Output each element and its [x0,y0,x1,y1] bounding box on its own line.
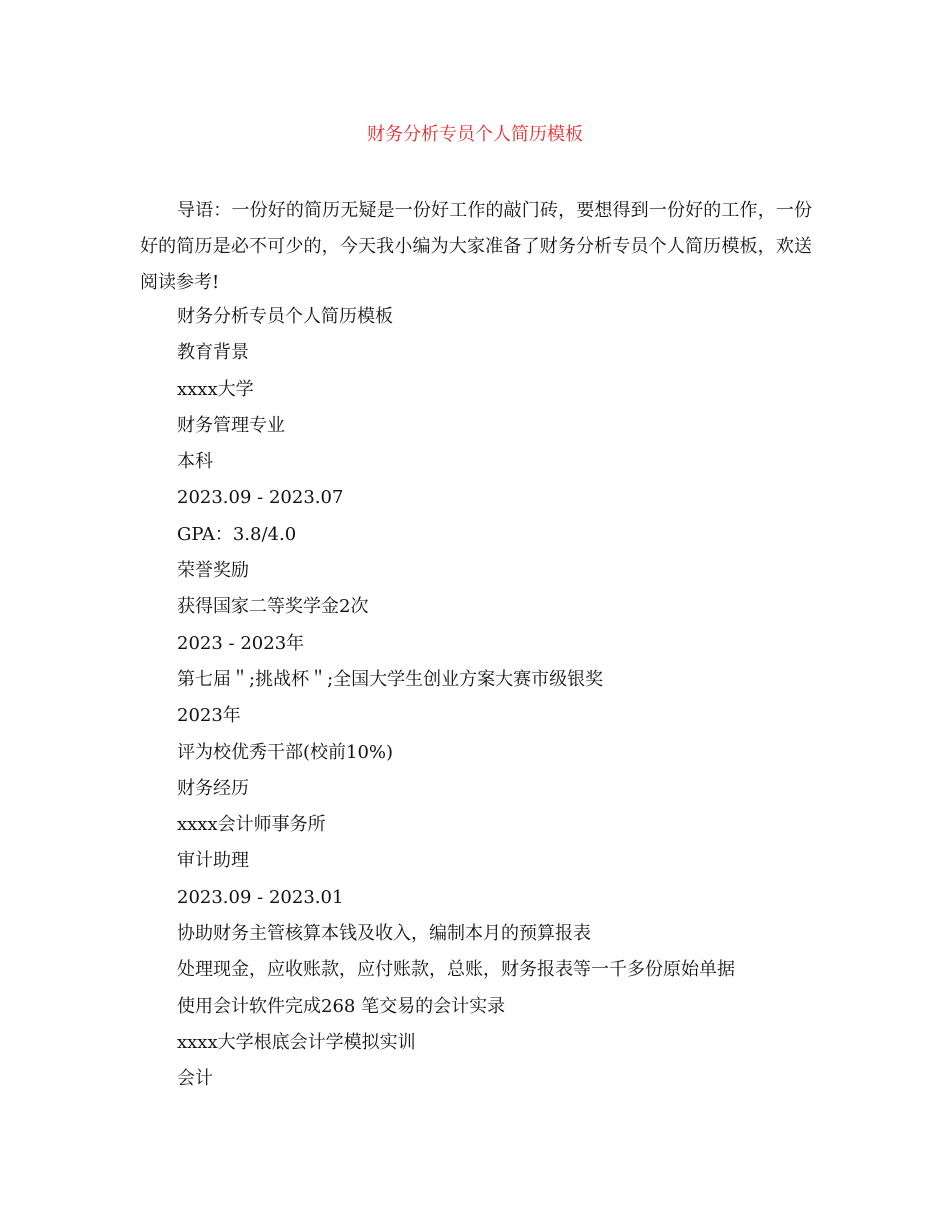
training-role: 会计 [177,1068,213,1090]
honor-date: 2023年 [177,705,241,727]
training-name: xxxx大学根底会计学模拟实训 [177,1031,416,1053]
major: 财务管理专业 [177,414,285,436]
honor-item: 评为校优秀干部(校前10%) [177,741,394,763]
education-period: 2023.09 - 2023.07 [177,487,344,509]
honor-date: 2023 - 2023年 [177,632,305,654]
resume-lines [177,299,817,1098]
job-duty: 协助财务主管核算本钱及收入，编制本月的预算报表 [177,923,591,945]
job-duty: 处理现金，应收账款，应付账款，总账，财务报表等一千多份原始单据 [177,959,735,981]
degree: 本科 [177,451,213,473]
job-title: 审计助理 [177,850,249,872]
school-name: xxxx大学 [177,378,254,400]
job-duty: 使用会计软件完成268 笔交易的会计实录 [177,995,506,1017]
employer-name: xxxx会计师事务所 [177,814,326,836]
gpa: GPA：3.8/4.0 [177,523,297,545]
section-heading-experience: 财务经历 [177,777,249,799]
document-title: 财务分析专员个人简历模板 [367,124,583,145]
honor-item: 获得国家二等奖学金2次 [177,596,369,618]
intro-paragraph: 导语：一份好的简历无疑是一份好工作的敲门砖，要想得到一份好的工作，一份好的简历是必不可少的，今天我小编为大家准备了财务分析专员个人简历模板，欢送阅读参考! [140,200,812,293]
section-heading-education: 教育背景 [177,342,249,364]
honor-item: 第七届＂;挑战杯＂;全国大学生创业方案大赛市级银奖 [177,668,604,690]
resume-heading: 财务分析专员个人简历模板 [177,306,393,327]
section-heading-honors: 荣誉奖励 [177,560,249,582]
job-period: 2023.09 - 2023.01 [177,886,344,908]
